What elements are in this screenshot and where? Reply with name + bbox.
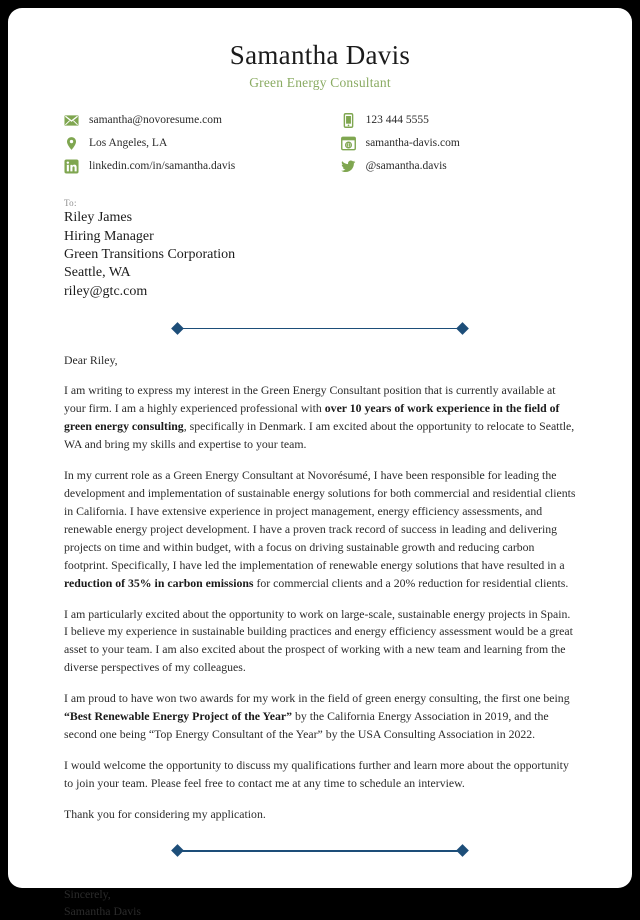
divider-bottom <box>58 842 582 860</box>
signoff-name: Samantha Davis <box>64 903 141 918</box>
diamond-right-icon <box>456 322 469 335</box>
paragraph-intro: I am writing to express my interest in the Green Energy Consultant position that is currently available at your firm. I am a highly experienced professional with over 10 years of work experience in the field of green energy consulting, specifically in Denmark. I am excited about the opportunity to relocate to Seattle, WA and bring my skills and expertise to your team. <box>64 383 575 452</box>
location-pin-icon <box>64 136 79 151</box>
twitter-icon <box>341 159 356 174</box>
paragraph-closing: I would welcome the opportunity to discuss my qualifications further and learn more about the opportunity to join your team. Please feel free to contact me at any time to schedule an interview. <box>64 757 569 790</box>
signoff-closing: Sincerely, <box>64 886 111 901</box>
contact-twitter-text: @samantha.davis <box>365 159 447 172</box>
linkedin-icon <box>64 159 79 174</box>
recipient-role: Hiring Manager <box>64 228 154 244</box>
recipient-block <box>58 198 582 301</box>
contact-column-left <box>64 113 341 174</box>
letter-page <box>8 8 632 918</box>
contact-email-text: samantha@novoresume.com <box>89 113 222 126</box>
contact-location-text: Los Angeles, LA <box>89 136 168 149</box>
website-icon <box>341 136 356 151</box>
contact-item-website[interactable] <box>341 136 576 151</box>
divider-line <box>182 328 458 330</box>
contact-website-text: samantha-davis.com <box>365 136 460 149</box>
contact-info <box>58 113 582 174</box>
contact-item-email[interactable] <box>64 113 341 128</box>
diamond-left-icon <box>171 322 184 335</box>
divider-line <box>182 850 458 852</box>
contact-item-phone[interactable] <box>341 113 576 128</box>
recipient-location: Seattle, WA <box>64 265 131 281</box>
recipient-name: Riley James <box>64 210 133 226</box>
to-label: To: <box>64 198 77 209</box>
paragraph-motivation: I am particularly excited about the opportunity to work on large-scale, sustainable energy projects in Spain. I believe my experience in sustainable building practices and energy efficiency assessment would be a great asset to your team. I am also excited about the prospect of working with a new team and learning from the diverse perspectives of my colleagues. <box>64 606 573 675</box>
divider-top <box>58 319 582 337</box>
job-title: Green Energy Consultant <box>249 75 391 91</box>
recipient-company: Green Transitions Corporation <box>64 246 236 262</box>
contact-item-location[interactable] <box>64 136 341 151</box>
email-icon <box>64 113 79 128</box>
diamond-left-icon <box>171 844 184 857</box>
page-title: Samantha Davis <box>229 40 411 70</box>
phone-icon <box>341 113 356 128</box>
contact-linkedin-text: linkedin.com/in/samantha.davis <box>89 159 236 172</box>
contact-phone-text: 123 444 5555 <box>365 113 429 126</box>
salutation: Dear Riley, <box>64 353 118 368</box>
contact-column-right <box>341 113 576 174</box>
paragraph-awards: I am proud to have won two awards for my work in the field of green energy consulting, the first one being “Best Renewable Energy Project of the Year” by the California Energy Association in 2019, and the second one being “Top Energy Consultant of the Year” by the USA Consulting Association in 2022. <box>64 691 570 742</box>
letter-body <box>58 353 582 823</box>
paragraph-thanks: Thank you for considering my application. <box>64 806 266 821</box>
contact-item-twitter[interactable] <box>341 159 576 174</box>
recipient-email: riley@gtc.com <box>64 283 148 299</box>
signoff-block <box>58 886 582 920</box>
diamond-right-icon <box>456 844 469 857</box>
paragraph-current-role: In my current role as a Green Energy Consultant at Novorésumé, I have been responsible for leading the development and implementation of sustainable energy solutions for both commercial and residential clients in California. I have extensive experience in project management, energy efficiency assessments, and renewable energy project development. I have a proven track record of success in leading and delivering projects on time and within budget, with a focus on driving sustainable growth and reducing carbon footprint. Specifically, I have led the implementation of renewable energy solutions that have resulted in a reduction of 35% in carbon emissions for commercial clients and a 20% reduction for residential clients. <box>64 468 576 590</box>
contact-item-linkedin[interactable] <box>64 159 341 174</box>
letter-header <box>58 34 582 91</box>
